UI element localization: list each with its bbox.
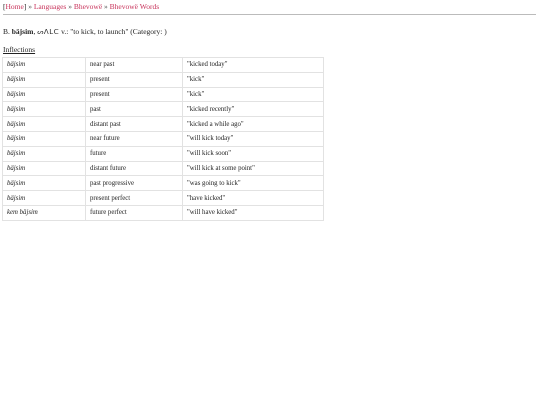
entry-native-script: ᔕᐱᒪᑕ: [37, 28, 60, 36]
inflection-gloss: "will kick at some point": [183, 161, 324, 176]
table-row: [3, 191, 324, 206]
entry-word: bäjsim: [11, 27, 34, 36]
inflection-form: bäjsim: [3, 87, 86, 102]
table-row: [3, 87, 324, 102]
breadcrumb-separator: »: [68, 2, 72, 11]
table-row: [3, 205, 324, 220]
breadcrumb-language-link[interactable]: Bhevowë: [73, 2, 103, 11]
inflection-tense: future: [86, 146, 183, 161]
inflection-gloss: "will kick soon": [183, 146, 324, 161]
inflection-gloss: "kicked recently": [183, 102, 324, 117]
breadcrumb-home-link[interactable]: Home: [5, 2, 24, 11]
breadcrumb-open-bracket: [: [3, 2, 6, 11]
breadcrumb-separator: »: [104, 2, 108, 11]
inflection-gloss: "kicked today": [183, 58, 324, 73]
inflection-gloss: "kick": [183, 87, 324, 102]
breadcrumb: [3, 2, 159, 12]
inflection-form: bäjsim: [3, 131, 86, 146]
inflection-gloss: "will kick today": [183, 131, 324, 146]
inflection-form: bäjsim: [3, 176, 86, 191]
breadcrumb-separator: »: [28, 2, 32, 11]
inflection-form: bäjsim: [3, 102, 86, 117]
table-row: [3, 161, 324, 176]
inflection-tense: near future: [86, 131, 183, 146]
inflection-form: bäjsim: [3, 146, 86, 161]
breadcrumb-close-bracket: ]: [23, 2, 27, 11]
inflections-heading: Inflections: [3, 45, 36, 54]
word-entry: B. bäjsim, ᔕᐱᒪᑕ v.: "to kick, to launch" (Category: ): [3, 27, 167, 36]
inflection-form: kem bäjsim: [3, 205, 86, 220]
inflection-tense: distant future: [86, 161, 183, 176]
table-row: [3, 131, 324, 146]
table-row: [3, 72, 324, 87]
entry-prefix: B.: [3, 27, 10, 36]
inflection-tense: present: [86, 72, 183, 87]
inflection-tense: present: [86, 87, 183, 102]
inflection-gloss: "have kicked": [183, 191, 324, 206]
inflection-gloss: "kicked a while ago": [183, 117, 324, 132]
inflection-tense: present perfect: [86, 191, 183, 206]
table-row: [3, 102, 324, 117]
inflection-form: bäjsim: [3, 191, 86, 206]
inflection-form: bäjsim: [3, 161, 86, 176]
breadcrumb-languages-link[interactable]: Languages: [33, 2, 67, 11]
entry-definition: v.: "to kick, to launch" (Category: ): [61, 27, 167, 36]
inflection-tense: past progressive: [86, 176, 183, 191]
breadcrumb-words-link[interactable]: Bhevowë Words: [109, 2, 160, 11]
inflection-gloss: "will have kicked": [183, 205, 324, 220]
inflection-gloss: "was going to kick": [183, 176, 324, 191]
table-row: [3, 117, 324, 132]
inflection-gloss: "kick": [183, 72, 324, 87]
inflection-form: bäjsim: [3, 72, 86, 87]
table-row: [3, 58, 324, 73]
table-row: [3, 146, 324, 161]
header-divider: [3, 14, 536, 15]
inflection-form: bäjsim: [3, 117, 86, 132]
table-row: [3, 176, 324, 191]
inflection-tense: past: [86, 102, 183, 117]
inflections-table: [2, 57, 324, 221]
inflection-tense: distant past: [86, 117, 183, 132]
inflection-tense: future perfect: [86, 205, 183, 220]
inflection-tense: near past: [86, 58, 183, 73]
inflection-form: bäjsim: [3, 58, 86, 73]
